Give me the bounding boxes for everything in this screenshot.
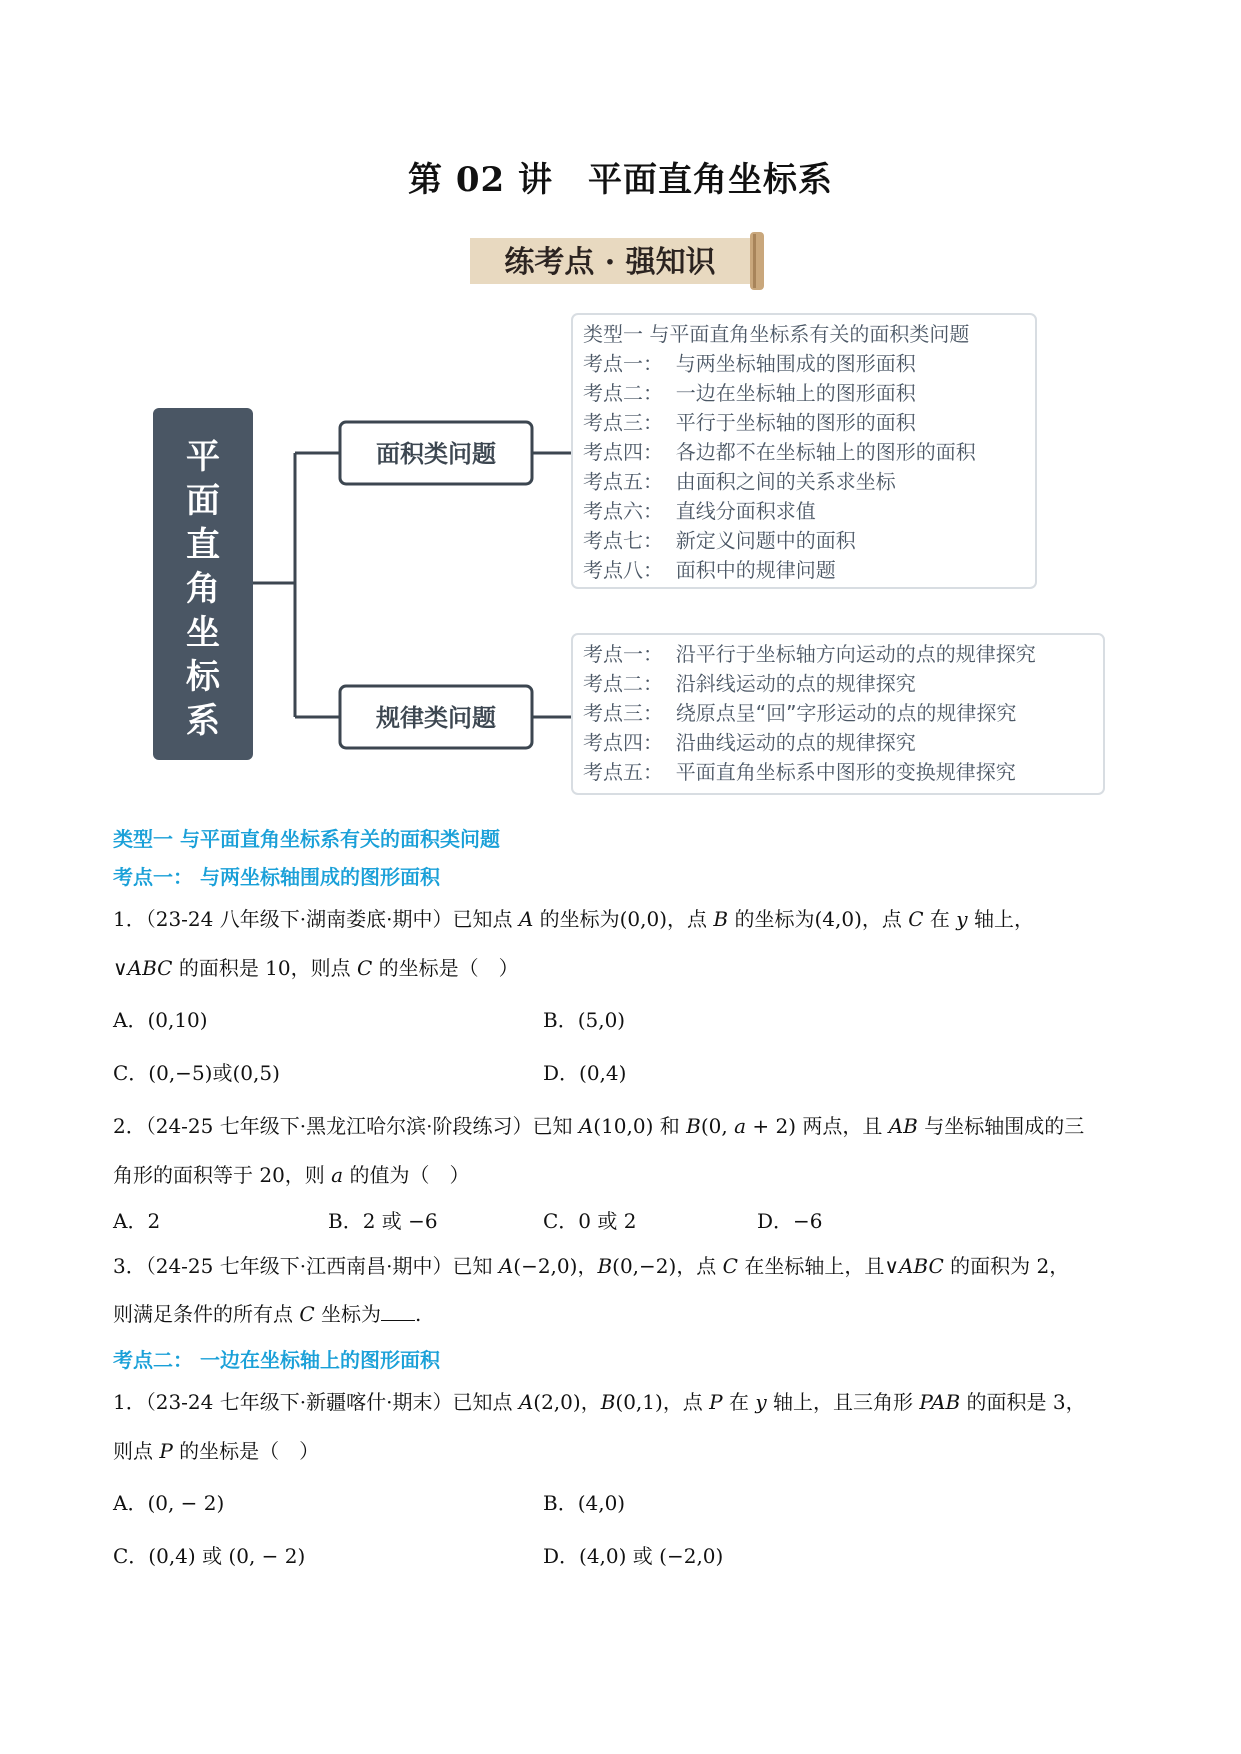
mindmap-topic-item: 考点四： 沿曲线运动的点的规律探究: [583, 730, 916, 755]
mindmap-root-char: 面: [186, 481, 220, 521]
point-heading-2: 考点二： 一边在坐标轴上的图形面积: [113, 1348, 440, 1372]
page-title: 第 02 讲 平面直角坐标系: [408, 160, 833, 200]
mindmap-topic-item: 考点二： 沿斜线运动的点的规律探究: [583, 671, 916, 696]
mindmap-connectors: [253, 453, 572, 717]
mindmap-topic-item: 考点三： 平行于坐标轴的图形的面积: [583, 410, 916, 435]
mindmap-topic-item: 考点五： 由面积之间的关系求坐标: [583, 469, 896, 494]
mindmap-root-char: 角: [186, 569, 220, 609]
mindmap-root-label: [186, 437, 221, 741]
question-2-option-d: D．−6: [757, 1209, 823, 1233]
question-2-line-2: 角形的面积等于 20，则 a 的值为（ ）: [113, 1163, 470, 1187]
question-s2-1-option-d: D．(4,0) 或 (−2,0): [543, 1544, 724, 1568]
branch-area-label: 面积类问题: [376, 440, 496, 468]
mindmap-root-char: 坐: [186, 613, 220, 653]
question-3-line-1: 3．（24-25 七年级下·江西南昌·期中）已知 A(−2,0)，B(0,−2)，点 C 在坐标轴上，且∨ABC 的面积为 2，: [113, 1254, 1070, 1278]
point-heading-1: 考点一： 与两坐标轴围成的图形面积: [113, 865, 440, 889]
mindmap-topic-item: 考点二： 一边在坐标轴上的图形面积: [583, 381, 916, 405]
mindmap-root-char: 平: [186, 437, 220, 477]
banner-text: 练考点 · 强知识: [504, 245, 716, 280]
question-1-option-a: A．(0,10): [113, 1008, 208, 1032]
question-1-option-d: D．(0,4): [543, 1061, 627, 1085]
question-1-line-1: 1．（23-24 八年级下·湖南娄底·期中）已知点 A 的坐标为(0,0)，点 B 的坐标为(4,0)，点 C 在 y 轴上，: [113, 907, 1034, 931]
mind-map: [0, 0, 1241, 820]
question-s2-1-line-2: 则点 P 的坐标是（ ）: [113, 1439, 320, 1463]
question-2-option-b: B．2 或 −6: [328, 1209, 438, 1233]
type-heading: 类型一 与平面直角坐标系有关的面积类问题: [113, 827, 500, 851]
mindmap-topic-item: 考点四： 各边都不在坐标轴上的图形的面积: [583, 440, 976, 464]
answer-blank[interactable]: [381, 1302, 415, 1321]
mindmap-topic-item: 考点七： 新定义问题中的面积: [583, 528, 856, 553]
mindmap-root-char: 系: [186, 701, 220, 741]
mindmap-topic-item: 考点一： 与两坐标轴围成的图形面积: [583, 351, 916, 376]
question-2-option-c: C．0 或 2: [543, 1209, 637, 1233]
branch-pattern-label: 规律类问题: [376, 704, 496, 732]
mindmap-topic-item: 类型一 与平面直角坐标系有关的面积类问题: [583, 322, 970, 346]
question-2-line-1: 2．（24-25 七年级下·黑龙江哈尔滨·阶段练习）已知 A(10,0) 和 B(0, a + 2) 两点，且 AB 与坐标轴围成的三: [113, 1114, 1085, 1138]
mindmap-topic-item: 考点六： 直线分面积求值: [583, 499, 816, 523]
question-s2-1-option-a: A．(0, − 2): [113, 1491, 225, 1515]
mindmap-root-char: 直: [186, 525, 220, 565]
question-2-option-a: A．2: [113, 1209, 161, 1233]
question-1-line-2: ∨ABC 的面积是 10，则点 C 的坐标是（ ）: [113, 956, 519, 980]
branch-pattern-topics: [583, 642, 1036, 784]
question-s2-1-option-b: B．(4,0): [543, 1491, 626, 1515]
mindmap-topic-item: 考点一： 沿平行于坐标轴方向运动的点的规律探究: [583, 642, 1036, 666]
mindmap-topic-item: 考点三： 绕原点呈“回”字形运动的点的规律探究: [583, 701, 1017, 725]
question-s2-1-option-c: C．(0,4) 或 (0, − 2): [113, 1544, 306, 1568]
question-s2-1-line-1: 1．（23-24 七年级下·新疆喀什·期末）已知点 A(2,0)，B(0,1)，点 P 在 y 轴上，且三角形 PAB 的面积是 3，: [113, 1390, 1086, 1414]
mindmap-topic-item: 考点八： 面积中的规律问题: [583, 558, 836, 582]
question-3-line-2: 则满足条件的所有点 C 坐标为 .: [113, 1302, 422, 1326]
question-1-option-b: B．(5,0): [543, 1008, 626, 1032]
question-1-option-c: C．(0,−5)或(0,5): [113, 1061, 280, 1085]
mindmap-topic-item: 考点五： 平面直角坐标系中图形的变换规律探究: [583, 760, 1016, 784]
mindmap-root-char: 标: [186, 657, 220, 697]
